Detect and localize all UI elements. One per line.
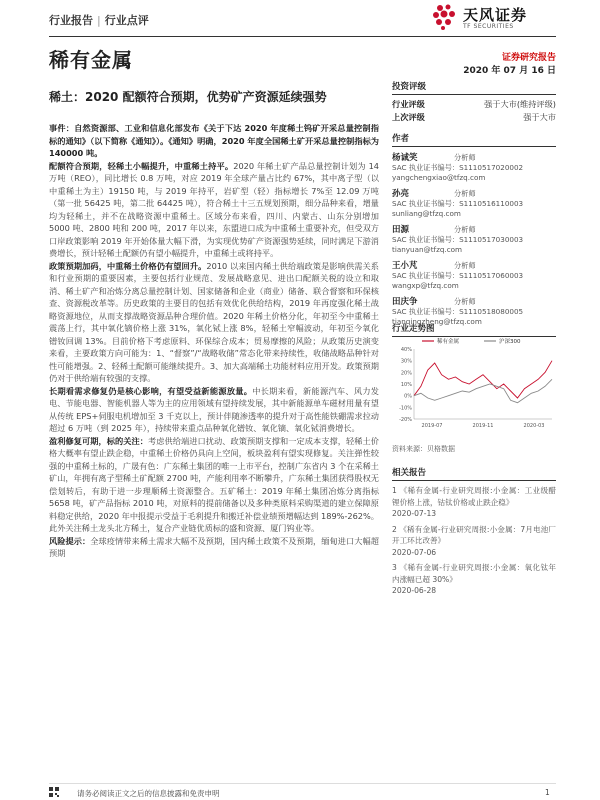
report-body <box>49 122 379 560</box>
paragraph-targets: 盈利修复可期，标的关注：考虑供给端进口扰动、政策预期支撑和一定成本支撑，轻稀土价格大概率有望止跌企稳，中重稀土价格仍具向上空间，板块盈利有望实现修复。关注弹性较强的中重稀土标的，广晟有色：广东稀土集团的唯一上市平台，控制广东省内 3 个在采稀土矿山，年拥有离子型稀土矿配额 2700 吨，产能利用率不断攀升，广东稀土集团获得股权无偿划转后，有助于进一步理顺稀土资源整合。五矿稀土：2019 年稀土集团冶炼分离指标 5658 吨，矿产品指标 2010 吨，对原料的提前储备以及多种类原料采购渠道的建立保障原料稳定供给，2020 年中报提示受益于毛利提升和搬迁补偿业绩预增幅达到 189%-262%。此外关注稀土龙头北方稀土，复合产业链优质标的盛和资源、厦门钨业等。 <box>49 435 379 533</box>
analyst-entry: 田源 分析师 SAC 执业证书编号：S1110517030003 tianyuan@tfzq.com <box>392 225 556 255</box>
logo-mark-icon <box>430 2 458 30</box>
rating-row-previous: 上次评级 强于大市 <box>392 112 556 122</box>
logo-en-text: TF SECURITIES <box>463 23 514 30</box>
paragraph-risk: 风险提示：全球疫情带来稀土需求大幅不及预期，国内稀土政策不及预期，缅甸进口大幅超预期 <box>49 535 379 558</box>
analyst-name: 田源 <box>392 225 410 235</box>
paragraph-heading: 配额符合预期，轻稀土小幅提升，中重稀土持平。 <box>49 160 234 171</box>
report-type: 证券研究报告 <box>501 53 556 63</box>
report-subtitle: 稀土：2020 配额符合预期，优势矿产资源延续强势 <box>49 90 327 104</box>
x-tick-label: 2020-03 <box>523 423 545 429</box>
tag-industry-report: 行业报告 <box>49 14 93 27</box>
header-tags: 行业报告 | 行业点评 <box>49 14 149 27</box>
tf-securities-logo <box>430 2 570 32</box>
y-tick-label: -20% <box>399 417 412 423</box>
analyst-entry: 孙亮 分析师 SAC 执业证书编号：S1110516110003 sunliang@tfzq.com <box>392 189 556 219</box>
tag-industry-comment: 行业点评 <box>104 14 149 27</box>
paragraph-policy: 政策预期加码，中重稀土价格仍有望回升。2010 以来国内稀土供给端政策是影响供需关系和行业预期的重要因素，主要包括行业规范、发展战略意见、进出口配额关税的设立和取消、稀土矿产和冶炼分离总量控制计划、国家储备和企业（商业）储备、联合督察和环保核查、资源税改革等。历史政策的主要目的包括有效优化供给结构，2019 年再度强化稀土战略资源地位，从而支撑战略资源品种合理价值。2020 年稀土价格分化，年初至今中重稀土震荡上行，其中氧化镝价格上涨 31%，氧化铽上涨 8%，轻稀土窄幅波动，年初至今氧化镨钕回调 13%。目前价格下考虑原料、环保综合成本；贸易摩擦的风险；从政策历史演变来看，主要政策方向可能为：1、“督察”/“战略收储”常态化带来持续性，收储战略品种针对性可能增强。2、轻稀土配额可能继续提升。3、加大高端稀土功能材料应用开发。政策预期仍对于供给端有较强的支撑。 <box>49 260 379 383</box>
related-report-item[interactable]: 1 《稀有金属-行业研究周报:小金属：工业级醋锂价格上涨，钴钛价格或止跌企稳》 2020-07-13 <box>392 486 556 518</box>
x-tick-label: 2019-07 <box>421 423 443 429</box>
trend-heading: 行业走势图 <box>392 322 556 337</box>
series-line-1 <box>414 379 552 402</box>
paragraph-heading: 长期看需求修复仍是核心影响，有望受益新能源放量。 <box>49 385 253 396</box>
legend-label: 沪深300 <box>499 339 521 345</box>
related-reports-section <box>392 466 556 597</box>
analyst-email[interactable]: tianyuan@tfzq.com <box>392 245 463 254</box>
legend-label: 稀有金属 <box>437 339 460 345</box>
logo-cn-text: 天风证券 <box>463 6 528 24</box>
paragraph-demand: 长期看需求修复仍是核心影响，有望受益新能源放量。中长期来看，新能源汽车、风力发电、节能电器、智能机器人等为主的应用领域有望持续发展，其中新能源单车磁材用量有望从传统 EPS+伺服电机增加至 3 千克以上，预计伴随渗透率的提升对于高性能铁硼需求拉动超过 6 万吨（到 2025 年），持续带来重点品种氧化镨钕、氧化镝、氧化铽消费增长。 <box>49 385 379 433</box>
analyst-cert: SAC 执业证书编号：S1110517030003 <box>392 235 524 244</box>
chart-source: 资料来源：贝格数据 <box>392 445 455 453</box>
y-tick-label: 30% <box>400 358 412 365</box>
authors-section <box>392 132 556 327</box>
analyst-name: 王小芃 <box>392 261 418 271</box>
analyst-email[interactable]: sunliang@tfzq.com <box>392 209 461 218</box>
analyst-name: 孙亮 <box>392 189 410 199</box>
analyst-entry: 王小芃 分析师 SAC 执业证书编号：S1110517060003 wangxp@tfzq.com <box>392 261 556 291</box>
analyst-cert: SAC 执业证书编号：S1110517060003 <box>392 271 524 280</box>
y-tick-label: 10% <box>400 382 412 388</box>
paragraph-heading: 政策预期加码，中重稀土价格仍有望回升。 <box>49 260 207 271</box>
authors-heading: 作者 <box>392 132 556 147</box>
analyst-email[interactable]: tianqingzheng@tfzq.com <box>392 317 482 326</box>
paragraph-heading: 盈利修复可期，标的关注： <box>49 435 149 446</box>
analyst-cert: SAC 执业证书编号：S1110517020002 <box>392 163 524 172</box>
analyst-cert: SAC 执业证书编号：S1110518080005 <box>392 307 524 316</box>
x-tick-label: 2019-11 <box>472 423 494 429</box>
y-tick-label: 40% <box>400 347 412 353</box>
related-heading: 相关报告 <box>392 466 556 481</box>
report-date: 2020 年 07 月 16 日 <box>463 66 556 76</box>
related-report-item[interactable]: 2 《稀有金属-行业研究周报:小金属：7月电池厂开工环比改善》 2020-07-06 <box>392 524 556 557</box>
event-paragraph: 事件：自然资源部、工业和信息化部发布《关于下达 2020 年度稀土钨矿开采总量控制指标的通知》（以下简称《通知》）。《通知》明确，2020 年度全国稀土矿开采总量控制指标为 140000 吨。 <box>49 123 379 158</box>
series-line-0 <box>414 361 552 398</box>
related-report-date: 2020-07-13 <box>392 509 437 518</box>
y-tick-label: 0% <box>404 393 412 400</box>
related-report-date: 2020-06-28 <box>392 586 437 595</box>
page-number: 1 <box>545 788 550 797</box>
footer-disclaimer: 请务必阅读正文之后的信息披露和免责申明 <box>77 789 220 798</box>
trend-chart <box>392 335 556 435</box>
investment-rating-section <box>392 80 556 124</box>
rating-row-industry: 行业评级 强于大市(维持评级) <box>392 99 556 109</box>
analyst-entry: 杨诚笑 分析师 SAC 执业证书编号：S1110517020002 yangchengxiao@tfzq.com <box>392 153 556 183</box>
paragraph-heading: 风险提示： <box>49 535 91 546</box>
header-divider <box>49 36 556 37</box>
y-tick-label: -10% <box>399 405 412 412</box>
related-report-date: 2020-07-06 <box>392 547 437 557</box>
footer-divider <box>49 783 556 784</box>
analyst-name: 田庆争 <box>392 297 418 307</box>
analyst-name: 杨诚笑 <box>392 153 418 163</box>
analyst-email[interactable]: yangchengxiao@tfzq.com <box>392 173 486 182</box>
related-report-item[interactable]: 3 《稀有金属-行业研究周报:小金属：氧化钛年内涨幅已超 30%》 2020-06-28 <box>392 563 556 595</box>
analyst-cert: SAC 执业证书编号：S1110516110003 <box>392 199 524 208</box>
y-tick-label: 20% <box>400 370 412 377</box>
analyst-email[interactable]: wangxp@tfzq.com <box>392 281 459 290</box>
qr-code-icon <box>49 787 59 797</box>
paragraph-quota: 配额符合预期，轻稀土小幅提升，中重稀土持平。2020 年稀土矿产品总量控制计划为 14 万吨（REO），同比增长 0.8 万吨，对应 2019 年全球产量占比约 67%，其中离子型（以中重稀土为主）19150 吨，与 2019 年持平，岩矿型（轻）指标增长 7%至 12.09 万吨（第一批 56425 吨，第二批 64425 吨），符合稀土十三五规划预期，细分品种来看，增量均为轻稀土，并不在战略资源中重稀土。区域分布来看，四川、内蒙古、山东分别增加 5000 吨、2800 吨和 200 吨，2017 年以来，东盟进口成为中重稀土重要补充，但受双方口岸政策影响 2019 年开始体量大幅下滑，为实现优势矿产资源强势延续，同时满足下游消费增长，预计轻稀土配额仍有望小幅提升，中重稀土或将持平。 <box>49 160 379 258</box>
analyst-entry: 田庆争 分析师 SAC 执业证书编号：S1110518080005 tianqingzheng@tfzq.com <box>392 297 556 327</box>
rating-heading: 投资评级 <box>392 80 556 95</box>
industry-title: 稀有金属 <box>49 48 133 72</box>
